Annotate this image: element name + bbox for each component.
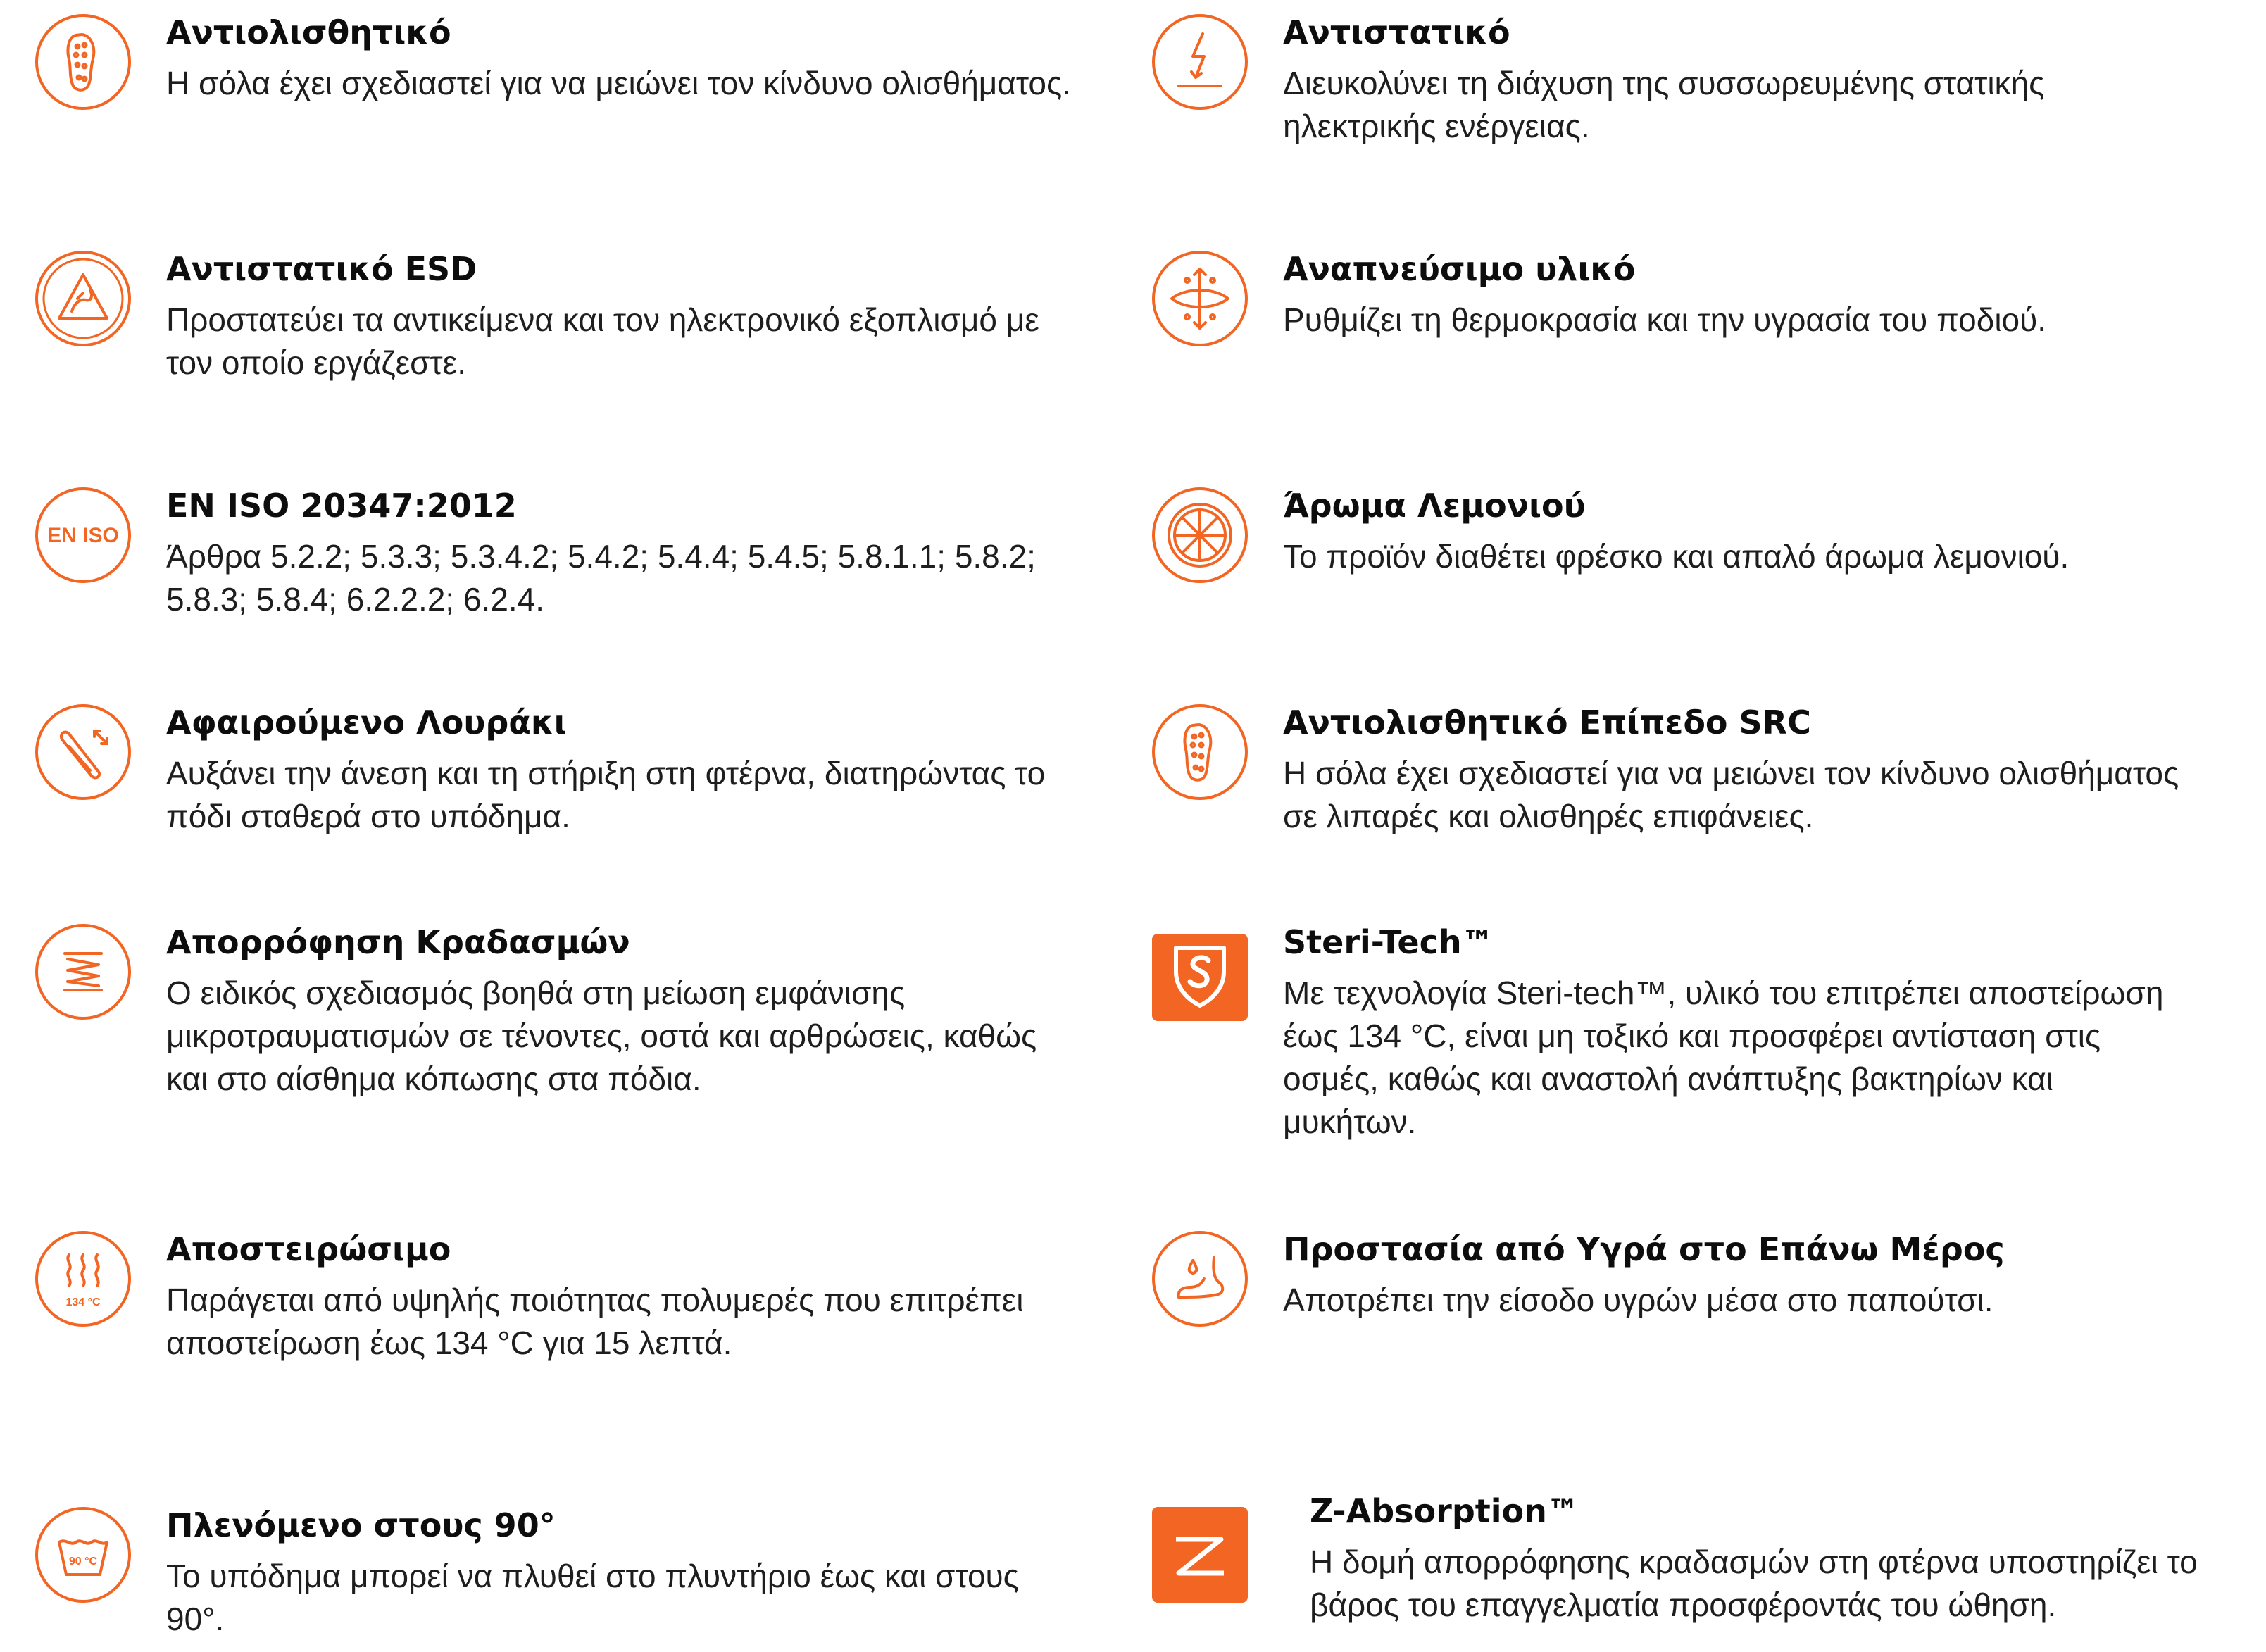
feature-title: Αποστειρώσιμο xyxy=(166,1230,451,1268)
feature-description: Με τεχνολογία Steri-tech™, υλικό του επιτρέπει αποστείρωση έως 134 °C, είναι μη τοξικό και προσφέρει αντίσταση στις οσμές, καθώς και αναστολή ανάπτυξης βακτηρίων και μυκήτων. xyxy=(1283,975,2164,1140)
feature-title: Πλενόμενο στους 90° xyxy=(166,1506,556,1544)
en-iso-icon xyxy=(34,486,132,584)
feature-title: Αντιστατικό xyxy=(1283,13,1510,51)
steri-tech-shield-icon xyxy=(1151,922,1249,1021)
breathable-icon xyxy=(1151,249,1249,348)
feature-description: Διευκολύνει τη διάχυση της συσσωρευμένης στατικής ηλεκτρικής ενέργειας. xyxy=(1283,65,2045,144)
feature-title: Προστασία από Υγρά στο Επάνω Μέρος xyxy=(1283,1230,2005,1268)
feature-description: Η σόλα έχει σχεδιαστεί για να μειώνει τον κίνδυνο ολισθήματος σε λιπαρές και ολισθηρές επιφάνειες. xyxy=(1283,755,2179,834)
feature-title: Αντιολισθητικό Επίπεδο SRC xyxy=(1283,703,1811,741)
esd-icon xyxy=(34,249,132,348)
feature-description: Η δομή απορρόφησης κραδασμών στη φτέρνα υποστηρίζει το βάρος του επαγγελματία προσφέροντάς του ώθηση. xyxy=(1310,1544,2198,1623)
feature-title: Αντιστατικό ESD xyxy=(166,250,477,288)
sole-icon xyxy=(34,13,132,111)
feature-description: Αποτρέπει την είσοδο υγρών μέσα στο παπούτσι. xyxy=(1283,1282,1993,1318)
z-absorption-icon xyxy=(1151,1506,1249,1604)
feature-description: Παράγεται από υψηλής ποιότητας πολυμερές που επιτρέπει αποστείρωση έως 134 °C για 15 λεπτά. xyxy=(166,1282,1024,1361)
feature-description: Προστατεύει τα αντικείμενα και τον ηλεκτρονικό εξοπλισμό με τον οποίο εργάζεστε. xyxy=(166,301,1039,381)
feature-description: Η σόλα έχει σχεδιαστεί για να μειώνει τον κίνδυνο ολισθήματος. xyxy=(166,65,1071,101)
antistatic-icon xyxy=(1151,13,1249,111)
feature-description: Ρυθμίζει τη θερμοκρασία και την υγρασία του ποδιού. xyxy=(1283,301,2047,338)
feature-title: Αφαιρούμενο Λουράκι xyxy=(166,703,567,741)
liquid-protection-icon xyxy=(1151,1229,1249,1328)
strap-icon xyxy=(34,703,132,801)
feature-title: Steri-Tech™ xyxy=(1283,923,1494,961)
washable-icon xyxy=(34,1506,132,1604)
washable-icon-label: 90 °C xyxy=(68,1556,98,1567)
feature-title: Αντιολισθητικό xyxy=(166,13,451,51)
feature-title: Z-Absorption™ xyxy=(1310,1492,1579,1530)
feature-description: Αυξάνει την άνεση και τη στήριξη στη φτέρνα, διατηρώντας το πόδι σταθερά στο υπόδημα. xyxy=(166,755,1046,834)
en-iso-icon-label: EN ISO xyxy=(47,524,119,547)
feature-title: EN ISO 20347:2012 xyxy=(166,487,517,525)
feature-title: Αναπνεύσιμο υλικό xyxy=(1283,250,1636,288)
feature-description: Το προϊόν διαθέτει φρέσκο και απαλό άρωμα λεμονιού. xyxy=(1283,538,2070,575)
feature-description: Ο ειδικός σχεδιασμός βοηθά στη μείωση εμφάνισης μικροτραυματισμών σε τένοντες, οστά και αρθρώσεις, καθώς και στο αίσθημα κόπωσης στα πόδια. xyxy=(166,975,1037,1097)
sole-src-icon xyxy=(1151,703,1249,801)
feature-title: Απορρόφηση Κραδασμών xyxy=(166,923,630,961)
shock-absorption-icon xyxy=(34,922,132,1021)
feature-title: Άρωμα Λεμονιού xyxy=(1283,487,1586,525)
sterilizable-icon-label: 134 °C xyxy=(65,1296,101,1308)
lemon-icon xyxy=(1151,486,1249,584)
sterilizable-icon xyxy=(34,1229,132,1328)
feature-description: Το υπόδημα μπορεί να πλυθεί στο πλυντήριο έως και στους 90°. xyxy=(166,1558,1019,1637)
feature-description: Άρθρα 5.2.2; 5.3.3; 5.3.4.2; 5.4.2; 5.4.4; 5.4.5; 5.8.1.1; 5.8.2; 5.8.3; 5.8.4; 6.2.2.2; 6.2.4. xyxy=(166,538,1036,618)
